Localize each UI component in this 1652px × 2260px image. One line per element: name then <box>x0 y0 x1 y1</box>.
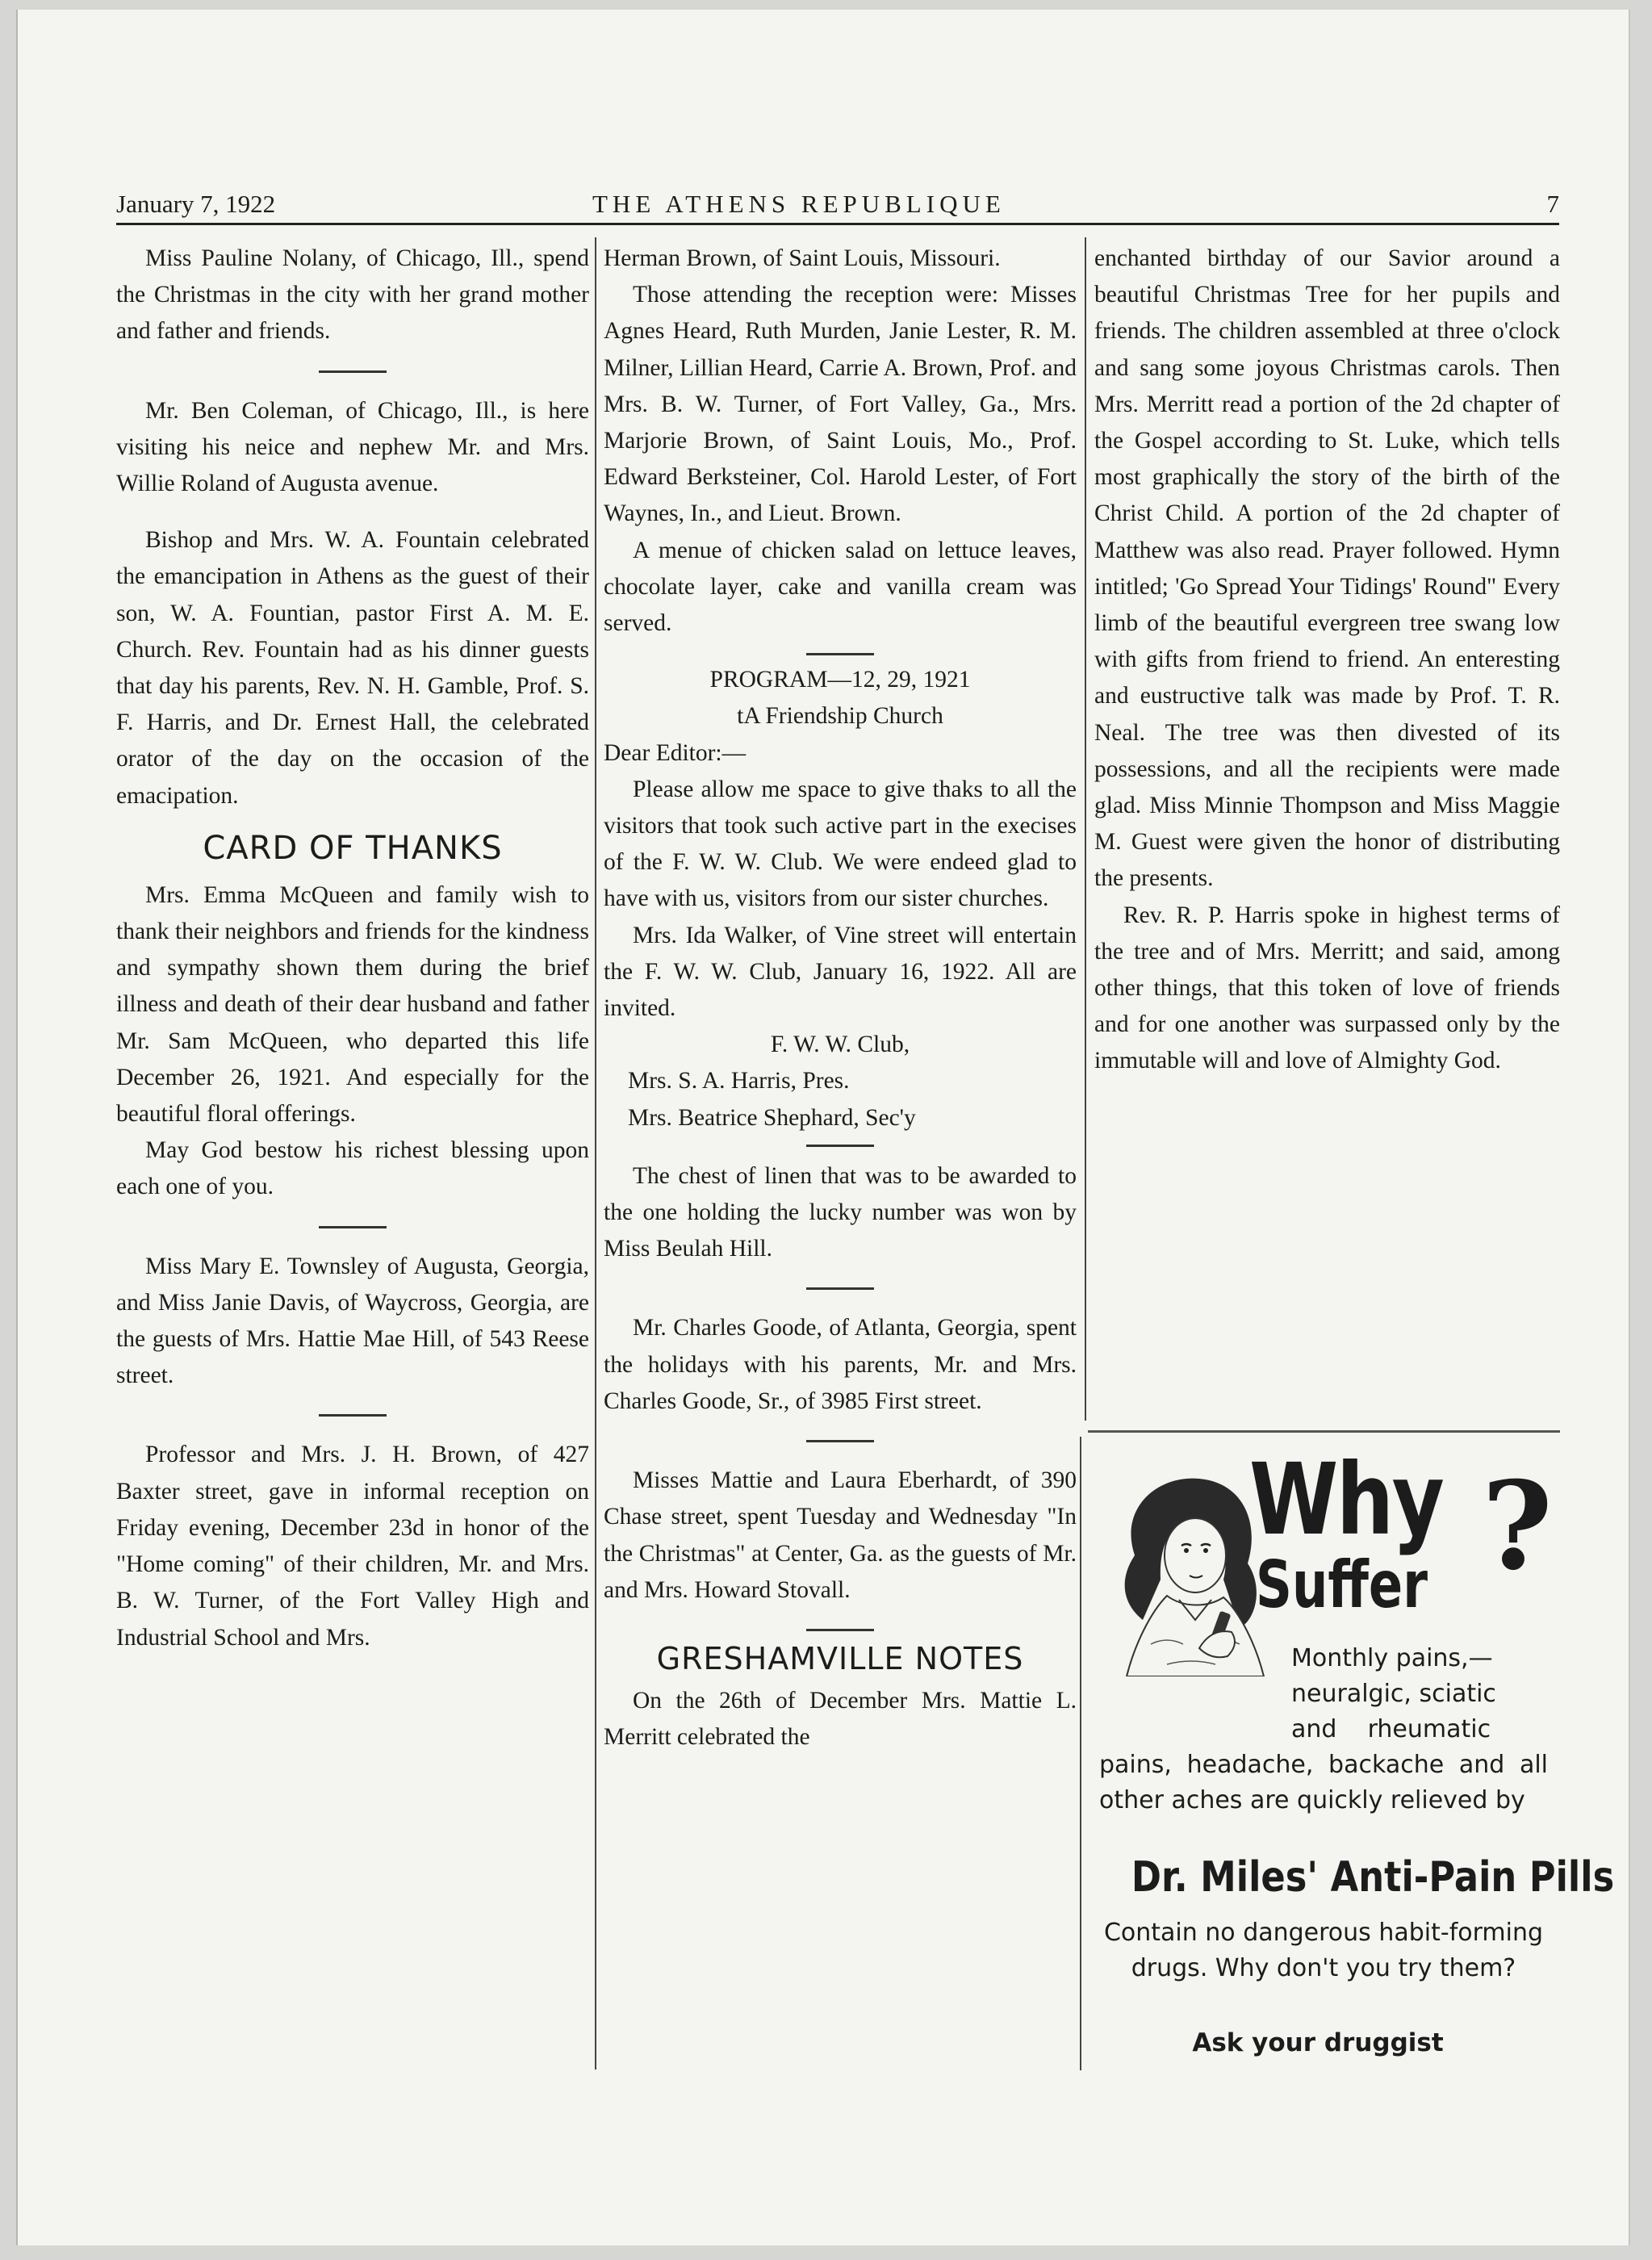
separator <box>319 1226 387 1228</box>
ad-contain-text: Contain no dangerous habit-forming drugs. Why don't you try them? <box>1103 1919 1544 1982</box>
ad-line-monthly: Monthly pains,— <box>1291 1644 1493 1672</box>
card-of-thanks-heading: CARD OF THANKS <box>203 829 503 867</box>
article-harris: Rev. R. P. Harris spoke in highest terms of the tree and of Mrs. Merritt; and said, among other things, that this token of love of friends and for one another was surpassed only by the immutable will and love of Almighty God. <box>1094 902 1560 1074</box>
column-rule-2b <box>1080 1437 1081 2070</box>
column-1 <box>116 241 589 1656</box>
article-eberhardt: Misses Mattie and Laura Eberhardt, of 390 Chase street, spent Tuesday and Wednesday "In the Christmas" at Center, Ga. as the guests of Mr. and Mrs. Howard Stovall. <box>604 1467 1077 1603</box>
separator <box>806 653 874 655</box>
newspaper-title: THE ATHENS REPUBLIQUE <box>592 190 1006 218</box>
article-brown-cont: Herman Brown, of Saint Louis, Missouri. <box>604 245 1001 271</box>
ad-line-neuralgic: neuralgic, sciatic <box>1291 1680 1496 1708</box>
article-attendees: Those attending the reception were: Misses Agnes Heard, Ruth Murden, Janie Lester, R. M. Milner, Lillian Heard, Carrie A. Brown, Prof. and Mrs. B. W. Turner, of Fort Valley, Ga., Mrs. Marjorie Brown, of Saint Louis, Mo., Prof. Edward Berksteiner, Col. Harold Lester, of Fort Waynes, In., and Lieut. Brown. <box>604 282 1077 527</box>
program-title: PROGRAM—12, 29, 1921 <box>709 667 971 693</box>
article-merritt-start: On the 26th of December Mrs. Mattie L. Merritt celebrated the <box>604 1687 1077 1751</box>
separator <box>806 1145 874 1147</box>
article-linen: The chest of linen that was to be awarded to the one holding the lucky number was won by Miss Beulah Hill. <box>604 1162 1077 1262</box>
column-2 <box>604 241 1077 1756</box>
article-fountain: Bishop and Mrs. W. A. Fountain celebrated the emancipation in Athens as the guest of their son, W. A. Fountian, pastor First A. M. E. Church. Rev. Fountain had as his dinner guests that day his parents, Rev. N. H. Gamble, Prof. S. F. Harris, and Dr. Ernest Hall, the celebrated orator of the day on the occasion of the emacipation. <box>116 527 589 809</box>
program-subtitle: tA Friendship Church <box>737 703 943 730</box>
article-mcqueen: Mrs. Emma McQueen and family wish to thank their neighbors and friends for the kindness and sympathy shown them during the brief illness and death of their dear husband and father Mr. Sam McQueen, who departed this life December 26, 1921. And especially for the beautiful floral offerings. <box>116 881 589 1128</box>
article-goode: Mr. Charles Goode, of Atlanta, Georgia, spent the holidays with his parents, Mr. and Mrs. Charles Goode, Sr., of 3985 First street. <box>604 1315 1077 1414</box>
article-blessing: May God bestow his richest blessing upon each one of you. <box>116 1137 589 1200</box>
advertisement-anti-pain-pills <box>1088 1430 1615 2090</box>
column-rule-2a <box>1085 237 1086 1421</box>
separator <box>806 1440 874 1442</box>
salutation: Dear Editor:— <box>604 739 747 766</box>
ad-headline-why: Why <box>1249 1442 1443 1557</box>
ad-headline-question-mark: ? <box>1482 1455 1553 1597</box>
article-merritt-cont: enchanted birthday of our Savior around a beautiful Christmas Tree for her pupils and friends. The children assembled at three o'clock and sang some joyous Christmas carols. Then Mrs. Merritt read a portion of the 2d chapter of the Gospel according to St. Luke, which tells most graphically the story of the birth of the Christ Child. A portion of the 2d chapter of Matthew was also read. Prayer followed. Hymn intitled; 'Go Spread Your Tidings' Round" Every limb of the beautiful evergreen tree swang low with gifts from friend to friend. An enteresting and eustructive talk was made by Prof. T. R. Neal. The tree was then divested of its possessions, and all the recipients were made glad. Miss Minnie Thompson and Miss Maggie M. Guest were given the honor of distributing the presents. <box>1094 245 1560 892</box>
article-nolany: Miss Pauline Nolany, of Chicago, Ill., spend the Christmas in the city with her grand mother and father and friends. <box>116 245 589 345</box>
article-townsley: Miss Mary E. Townsley of Augusta, Georgia, and Miss Janie Davis, of Waycross, Georgia, are the guests of Mrs. Hattie Mae Hill, of 543 Reese street. <box>116 1253 589 1389</box>
ad-brand-name: Dr. Miles' Anti-Pain Pills <box>1131 1853 1615 1902</box>
separator <box>806 1287 874 1290</box>
signature-president: Mrs. S. A. Harris, Pres. <box>628 1068 850 1094</box>
column-rule-1 <box>595 237 596 2070</box>
signature-secretary: Mrs. Beatrice Shephard, Sec'y <box>628 1104 916 1131</box>
separator <box>806 1629 874 1631</box>
article-brown-reception: Professor and Mrs. J. H. Brown, of 427 Baxter street, gave in informal reception on Friday evening, December 23d in honor of the "Home coming" of their children, Mr. and Mrs. B. W. Turner, of the Fort Valley High and Industrial School and Mrs. <box>116 1442 589 1651</box>
article-menu: A menue of chicken salad on lettuce leaves, chocolate layer, cake and vanilla cream was served. <box>604 537 1077 637</box>
ad-headline-suffer: Suffer <box>1256 1547 1428 1622</box>
page-number: 7 <box>1546 190 1559 218</box>
greshamville-heading: GRESHAMVILLE NOTES <box>656 1640 1024 1676</box>
separator <box>319 1414 387 1417</box>
column-3 <box>1094 241 1560 1080</box>
separator <box>319 370 387 373</box>
article-coleman: Mr. Ben Coleman, of Chicago, Ill., is here visiting his neice and nephew Mr. and Mrs. Willie Roland of Augusta avenue. <box>116 397 589 497</box>
masthead <box>116 186 1559 225</box>
signature-club: F. W. W. Club, <box>770 1032 910 1058</box>
ad-ask-druggist: Ask your druggist <box>1192 2028 1444 2057</box>
ad-line-rheumatic: and rheumatic <box>1291 1715 1491 1743</box>
article-walker: Mrs. Ida Walker, of Vine street will entertain the F. W. W. Club, January 16, 1922. All are invited. <box>604 922 1077 1022</box>
ad-body: pains, headache, backache and all other aches are quickly relieved by <box>1099 1751 1548 1814</box>
article-thanks-visitors: Please allow me space to give thaks to all the visitors that took such active part in the execises of the F. W. W. Club. We were endeed glad to have with us, visitors from our sister churches. <box>604 776 1077 912</box>
issue-date: January 7, 1922 <box>116 190 276 218</box>
